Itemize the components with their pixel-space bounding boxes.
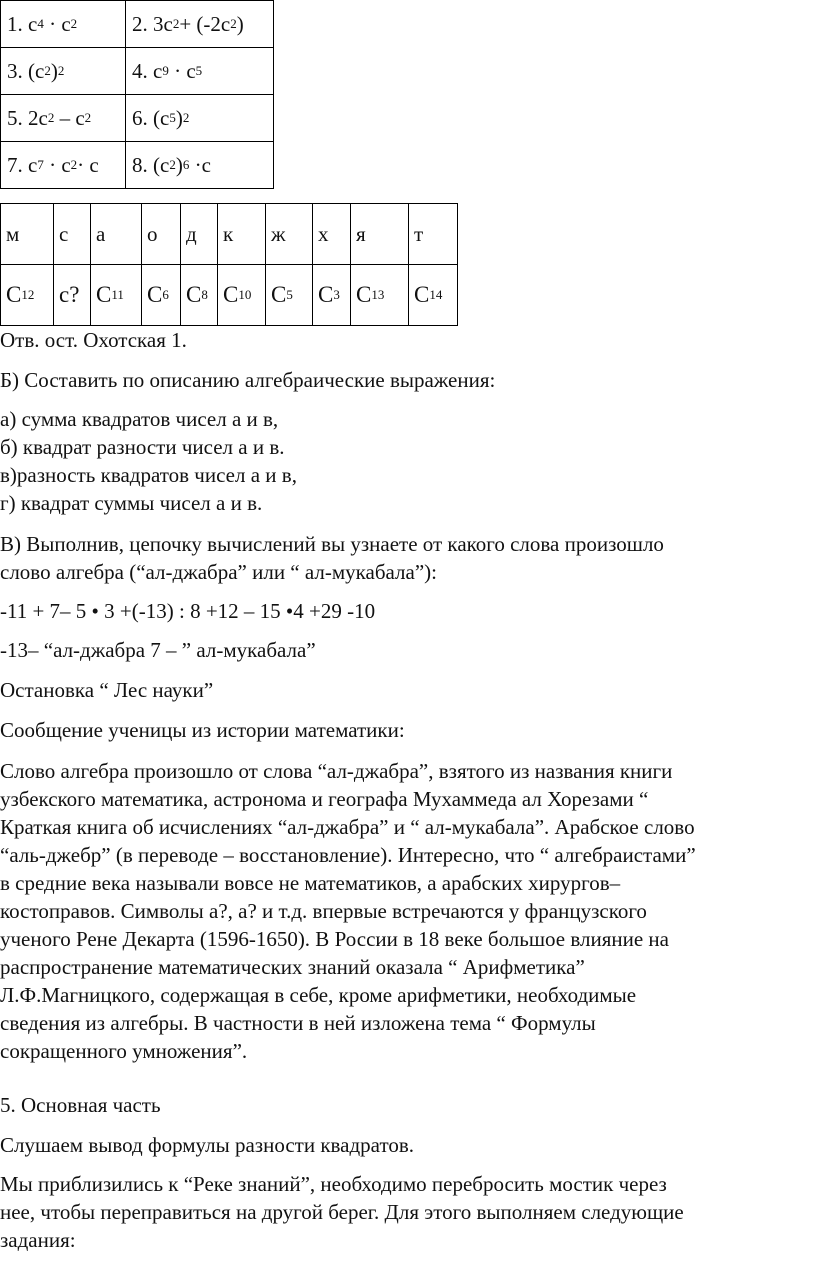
- exercise-cell: 6. $(c^5)^2$: [126, 95, 274, 142]
- table-row: [1, 1, 274, 48]
- task-v-line: слово алгебра (“ал-джабра” или “ ал-мукабала”):: [0, 560, 437, 584]
- exercise-table: [0, 0, 274, 189]
- key-letter: д: [181, 204, 218, 265]
- value-row: [1, 265, 458, 326]
- list-item: г) квадрат суммы чисел а и в.: [0, 491, 263, 515]
- key-value: $C^6$: [142, 265, 181, 326]
- answer-key-table: [0, 203, 458, 326]
- table-row: [1, 95, 274, 142]
- chain-result: -13– “ал-джабра 7 – ” ал-мукабала”: [0, 638, 316, 662]
- key-value: $C^{10}$: [218, 265, 266, 326]
- river-line: нее, чтобы переправиться на другой берег. Для этого выполняем следующие: [0, 1200, 684, 1224]
- history-line: “аль-джебр” (в переводе – восстановление). Интересно, что “ алгебраистами”: [0, 843, 696, 867]
- table-row: [1, 142, 274, 189]
- exercise-cell: 5. $2c^2 - c^2$: [1, 95, 126, 142]
- history-line: сокращенного умножения”.: [0, 1039, 248, 1063]
- table-row: [1, 48, 274, 95]
- exercise-cell: 8. $(c^2)^6 \cdot c$: [126, 142, 274, 189]
- key-value: $C^8$: [181, 265, 218, 326]
- key-value: $C^{14}$: [409, 265, 458, 326]
- history-line: костоправов. Символы а?, а? и т.д. впервые встречаются у французского: [0, 899, 647, 923]
- answer-line: Отв. ост. Охотская 1.: [0, 328, 187, 352]
- key-value: c?: [54, 265, 91, 326]
- task-v-line: В) Выполнив, цепочку вычислений вы узнаете от какого слова произошло: [0, 532, 664, 556]
- calculation-chain: -11 + 7– 5 • 3 +(-13) : 8 +12 – 15 •4 +29 -10: [0, 599, 376, 623]
- key-letter: т: [409, 204, 458, 265]
- key-letter: м: [1, 204, 54, 265]
- history-line: распространение математических знаний оказала “ Арифметика”: [0, 955, 585, 979]
- history-line: Слово алгебра произошло от слова “ал-джабра”, взятого из названия книги: [0, 759, 673, 783]
- key-value: $C^5$: [266, 265, 313, 326]
- list-item: б) квадрат разности чисел а и в.: [0, 435, 285, 459]
- history-line: Краткая книга об исчислениях “ал-джабра” и “ ал-мукабала”. Арабское слово: [0, 815, 695, 839]
- message-title: Сообщение ученицы из истории математики:: [0, 718, 405, 742]
- key-letter: х: [313, 204, 351, 265]
- list-item: в)разность квадратов чисел а и в,: [0, 463, 297, 487]
- letter-row: [1, 204, 458, 265]
- task-b-title: Б) Составить по описанию алгебраические выражения:: [0, 368, 496, 392]
- exercise-cell: 1. $c^4 \cdot c^2$: [1, 1, 126, 48]
- exercise-cell: 3. $(c^2)^2$: [1, 48, 126, 95]
- key-value: $C^{13}$: [351, 265, 409, 326]
- stop-title: Остановка “ Лес науки”: [0, 678, 214, 702]
- section-heading: 5. Основная часть: [0, 1093, 161, 1117]
- key-value: $C^{12}$: [1, 265, 54, 326]
- river-line: задания:: [0, 1228, 76, 1252]
- key-letter: к: [218, 204, 266, 265]
- listen-line: Слушаем вывод формулы разности квадратов.: [0, 1133, 415, 1157]
- history-line: сведения из алгебры. В частности в ней изложена тема “ Формулы: [0, 1011, 596, 1035]
- list-item: а) сумма квадратов чисел а и в,: [0, 407, 279, 431]
- history-line: ученого Рене Декарта (1596-1650). В России в 18 веке большое влияние на: [0, 927, 669, 951]
- key-letter: о: [142, 204, 181, 265]
- history-line: узбекского математика, астронома и географа Мухаммеда ал Хорезами “: [0, 787, 649, 811]
- exercise-cell: 4. $c^9 \cdot c^5$: [126, 48, 274, 95]
- key-letter: а: [91, 204, 142, 265]
- key-letter: с: [54, 204, 91, 265]
- history-line: в средние века называли вовсе не математиков, а арабских хирургов–: [0, 871, 621, 895]
- history-line: Л.Ф.Магницкого, содержащая в себе, кроме арифметики, необходимые: [0, 983, 637, 1007]
- exercise-cell: 7. $c^7 \cdot c^2\cdot c$: [1, 142, 126, 189]
- exercise-cell: 2. $3c^2+ (-2c^2)$: [126, 1, 274, 48]
- key-value: $C^{11}$: [91, 265, 142, 326]
- key-letter: я: [351, 204, 409, 265]
- key-letter: ж: [266, 204, 313, 265]
- key-value: $C^3$: [313, 265, 351, 326]
- river-line: Мы приблизились к “Реке знаний”, необходимо перебросить мостик через: [0, 1172, 667, 1196]
